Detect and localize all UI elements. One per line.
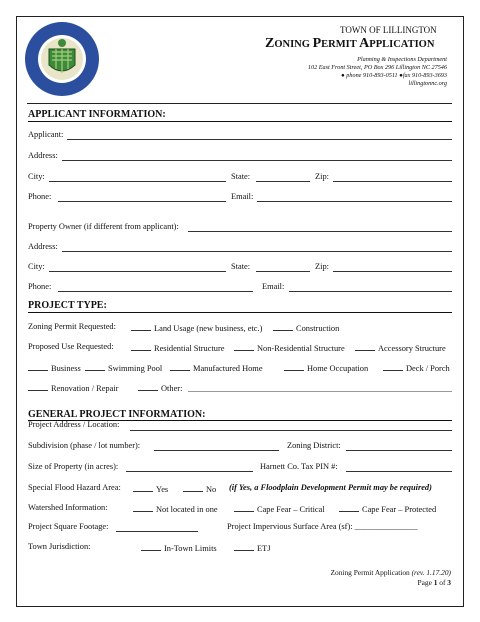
email-label: Email: [231, 192, 254, 201]
flood-note: (if Yes, a Floodplain Development Permit may be required) [229, 483, 432, 492]
address-field[interactable] [62, 160, 452, 161]
subdivision-field[interactable] [154, 450, 279, 451]
subdivision-label: Subdivision (phase / lot number): [28, 441, 141, 450]
property-size-field[interactable] [126, 471, 253, 472]
cape-critical-option[interactable]: Cape Fear – Critical [234, 503, 325, 514]
flood-yes-option[interactable]: Yes [133, 483, 168, 494]
state-field[interactable] [256, 181, 310, 182]
checkbox-blank[interactable] [133, 503, 153, 512]
checkbox-blank[interactable] [138, 382, 158, 391]
square-footage-label: Project Square Footage: [28, 522, 109, 531]
property-owner-field[interactable] [188, 231, 452, 232]
owner-city-label: City: [28, 262, 45, 271]
accessory-option[interactable]: Accessory Structure [355, 342, 446, 353]
owner-zip-label: Zip: [315, 262, 329, 271]
owner-state-label: State: [231, 262, 251, 271]
checkbox-blank[interactable] [183, 483, 203, 492]
other-option[interactable]: Other: [138, 382, 182, 393]
property-size-label: Size of Property (in acres): [28, 462, 119, 471]
phone-field[interactable] [58, 201, 226, 202]
owner-email-label: Email: [262, 282, 285, 291]
owner-zip-field[interactable] [333, 271, 452, 272]
city-label: City: [28, 172, 45, 181]
other-field[interactable] [188, 391, 452, 392]
owner-phone-field[interactable] [58, 291, 253, 292]
watershed-label: Watershed Information: [28, 503, 108, 512]
checkbox-blank[interactable] [273, 322, 293, 331]
deck-option[interactable]: Deck / Porch [383, 362, 450, 373]
business-option[interactable]: Business [28, 362, 81, 373]
land-usage-option[interactable]: Land Usage (new business, etc.) [131, 322, 262, 333]
form-title: ZONING PERMIT APPLICATION [265, 36, 435, 51]
phone-label: Phone: [28, 192, 52, 201]
header-divider [27, 103, 452, 104]
tax-pin-field[interactable] [346, 471, 452, 472]
checkbox-blank[interactable] [234, 342, 254, 351]
checkbox-blank[interactable] [141, 542, 161, 551]
pool-option[interactable]: Swimming Pool [85, 362, 162, 373]
applicant-label: Applicant: [28, 130, 64, 139]
watershed-none-option[interactable]: Not located in one [133, 503, 218, 514]
owner-state-field[interactable] [256, 271, 310, 272]
applicant-field[interactable] [67, 139, 452, 140]
residential-option[interactable]: Residential Structure [131, 342, 224, 353]
square-footage-field[interactable] [116, 531, 198, 532]
owner-phone-label: Phone: [28, 282, 52, 291]
etj-option[interactable]: ETJ [234, 542, 271, 553]
department-address: 102 East Front Street, PO Box 296 Lillington NC 27546 [307, 64, 447, 71]
checkbox-blank[interactable] [234, 542, 254, 551]
proposed-use-label: Proposed Use Requested: [28, 342, 114, 351]
zip-field[interactable] [333, 181, 452, 182]
impervious-surface-label[interactable]: Project Impervious Surface Area (sf): _______________ [227, 522, 418, 531]
owner-email-field[interactable] [289, 291, 452, 292]
checkbox-blank[interactable] [131, 342, 151, 351]
renovation-option[interactable]: Renovation / Repair [28, 382, 118, 393]
footer-form-name: Zoning Permit Application (rev. 1.17.20) [330, 568, 451, 577]
project-address-field[interactable] [130, 430, 452, 431]
city-field[interactable] [49, 181, 226, 182]
project-address-label: Project Address / Location: [28, 420, 120, 429]
department-contact: ● phone 910-893-0511 ●fax 910-893-3693 [341, 72, 447, 79]
flood-hazard-label: Special Flood Hazard Area: [28, 483, 121, 492]
tax-pin-label: Harnett Co. Tax PIN #: [260, 462, 338, 471]
checkbox-blank[interactable] [133, 483, 153, 492]
department-name: Planning & Inspections Department [357, 56, 447, 63]
home-occupation-option[interactable]: Home Occupation [284, 362, 368, 373]
owner-address-label: Address: [28, 242, 58, 251]
project-type-heading: PROJECT TYPE: [28, 300, 107, 311]
checkbox-blank[interactable] [28, 362, 48, 371]
checkbox-blank[interactable] [85, 362, 105, 371]
general-info-heading: GENERAL PROJECT INFORMATION: [28, 409, 206, 420]
jurisdiction-label: Town Jurisdiction: [28, 542, 91, 551]
town-seal-logo [24, 21, 100, 97]
checkbox-blank[interactable] [234, 503, 254, 512]
flood-no-option[interactable]: No [183, 483, 216, 494]
owner-address-field[interactable] [62, 251, 452, 252]
state-label: State: [231, 172, 251, 181]
email-field[interactable] [257, 201, 452, 202]
checkbox-blank[interactable] [131, 322, 151, 331]
zoning-requested-label: Zoning Permit Requested: [28, 322, 116, 331]
checkbox-blank[interactable] [383, 362, 403, 371]
address-label: Address: [28, 151, 58, 160]
section-rule [28, 121, 452, 122]
manufactured-option[interactable]: Manufactured Home [170, 362, 263, 373]
checkbox-blank[interactable] [339, 503, 359, 512]
property-owner-label: Property Owner (if different from applicant): [28, 222, 179, 231]
applicant-heading: APPLICANT INFORMATION: [28, 109, 166, 120]
in-town-option[interactable]: In-Town Limits [141, 542, 217, 553]
checkbox-blank[interactable] [355, 342, 375, 351]
nonresidential-option[interactable]: Non-Residential Structure [234, 342, 345, 353]
footer-page-number: Page 1 of 3 [417, 578, 451, 587]
owner-city-field[interactable] [49, 271, 226, 272]
construction-option[interactable]: Construction [273, 322, 339, 333]
checkbox-blank[interactable] [284, 362, 304, 371]
zoning-district-field[interactable] [346, 450, 452, 451]
cape-protected-option[interactable]: Cape Fear – Protected [339, 503, 436, 514]
checkbox-blank[interactable] [28, 382, 48, 391]
town-name: TOWN OF LILLINGTON [340, 25, 437, 35]
zip-label: Zip: [315, 172, 329, 181]
department-website: lillingtonnc.org [408, 80, 447, 87]
section-rule [28, 312, 452, 313]
zoning-district-label: Zoning District: [287, 441, 341, 450]
checkbox-blank[interactable] [170, 362, 190, 371]
